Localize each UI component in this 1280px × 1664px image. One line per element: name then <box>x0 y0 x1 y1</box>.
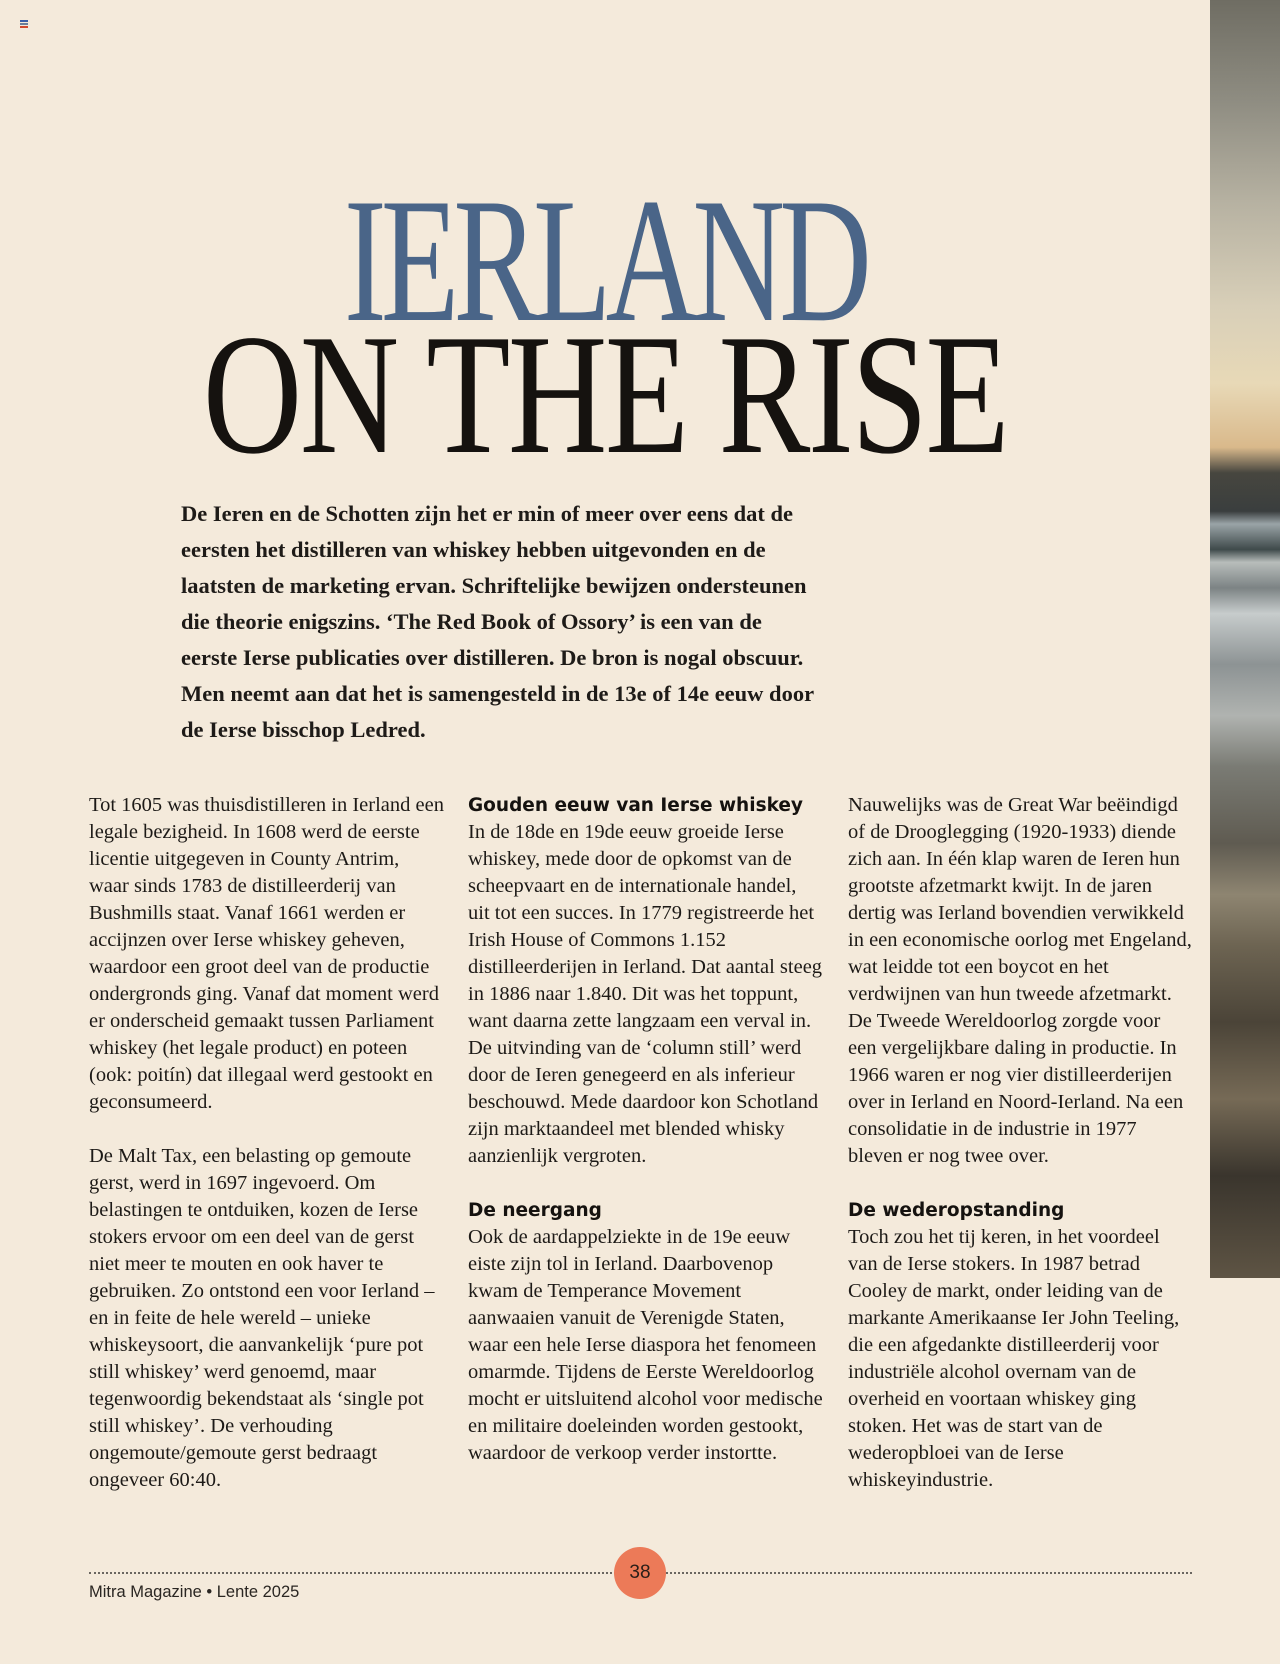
section-heading-decline: De neergang <box>468 1200 602 1221</box>
column-1 <box>89 792 444 1521</box>
body-paragraph: Ook de aardappelziekte in de 19e eeuw eiste zijn tol in Ierland. Daarbovenop kwam de Temperance Movement aanwaaien vanuit de Verenigde Staten, waar een hele Ierse diaspora het fenomeen omarmde. Tijdens de Eerste Wereldoorlog mocht er uitsluitend alcohol voor medische en militaire doeleinden worden gestookt, waardoor de verkoop verder instortte. <box>468 1226 823 1464</box>
column-3 <box>848 792 1193 1521</box>
title-line-2: ON THE RISE <box>202 300 1008 490</box>
body-paragraph: Toch zou het tij keren, in het voordeel van de Ierse stokers. In 1987 betrad Cooley de markt, onder leiding van de markante Amerikaanse Ier John Teeling, die een afgedankte distilleerderij voor industriële alcohol overnam van de overheid en voortaan whiskey ging stoken. Het was de start van de wederopbloei van de Ierse whiskeyindustrie. <box>848 1226 1180 1491</box>
footer-magazine-label: Mitra Magazine • Lente 2025 <box>89 1583 300 1601</box>
intro-paragraph: De Ieren en de Schotten zijn het er min of meer over eens dat de eersten het distilleren van whiskey hebben uitgevonden en de laatsten de marketing ervan. Schriftelijke bewijzen ondersteunen die theorie enigszins. ‘The Red Book of Ossory’ is een van de eerste Ierse publicaties over distilleren. De bron is nogal obscuur. Men neemt aan dat het is samengesteld in de 13e of 14e eeuw door de Ierse bisschop Ledred. <box>181 501 814 742</box>
title-line-1: IERLAND <box>343 161 867 359</box>
body-paragraph: Nauwelijks was de Great War beëindigd of de Drooglegging (1920-1933) diende zich aan. In één klap waren de Ieren hun grootste afzetmarkt kwijt. In de jaren dertig was Ierland bovendien verwikkeld in een economische oorlog met Engeland, wat leidde tot een boycot en het verdwijnen van hun tweede afzetmarkt. De Tweede Wereldoorlog zorgde voor een vergelijkbare daling in productie. In 1966 waren er nog vier distilleerderijen over in Ierland en Noord-Ierland. Na een consolidatie in de industrie in 1977 bleven er nog twee over. <box>848 794 1192 1167</box>
landscape-photo <box>1210 0 1280 1278</box>
menu-icon[interactable] <box>20 20 28 29</box>
column-2 <box>468 792 823 1494</box>
body-paragraph: In de 18de en 19de eeuw groeide Ierse whiskey, mede door de opkomst van de scheepvaart en de internationale handel, uit tot een succes. In 1779 registreerde het Irish House of Commons 1.152 distilleerderijen in Ierland. Dat aantal steeg in 1886 naar 1.840. Dit was het toppunt, want daarna zette langzaam een verval in. De uitvinding van de ‘column still’ werd door de Ieren genegeerd en als inferieur beschouwd. Mede daardoor kon Schotland zijn marktaandeel met blended whisky aanzienlijk vergroten. <box>468 821 823 1167</box>
page-number-badge: 38 <box>614 1547 666 1599</box>
section-heading-golden-age: Gouden eeuw van Ierse whiskey <box>468 795 803 816</box>
section-heading-revival: De wederopstanding <box>848 1200 1065 1221</box>
body-paragraph: De Malt Tax, een belasting op gemoute gerst, werd in 1697 ingevoerd. Om belastingen te ontduiken, kozen de Ierse stokers ervoor om een deel van de gerst niet meer te mouten en ook haver te gebruiken. Zo ontstond een voor Ierland – en in feite de hele wereld – unieke whiskeysoort, die aanvankelijk ‘pure pot still whiskey’ werd genoemd, maar tegenwoordig bekendstaat als ‘single pot still whiskey’. De verhouding ongemoute/gemoute gerst bedraagt ongeveer 60:40. <box>89 1145 435 1491</box>
body-paragraph: Tot 1605 was thuisdistilleren in Ierland een legale bezigheid. In 1608 werd de eerste licentie uitgegeven in County Antrim, waar sinds 1783 de distilleerderij van Bushmills staat. Vanaf 1661 werden er accijnzen over Ierse whiskey geheven, waardoor een groot deel van de productie ondergronds ging. Vanaf dat moment werd er onderscheid gemaakt tussen Parliament whiskey (het legale product) en poteen (ook: poitín) dat illegaal werd gestookt en geconsumeerd. <box>89 794 444 1113</box>
